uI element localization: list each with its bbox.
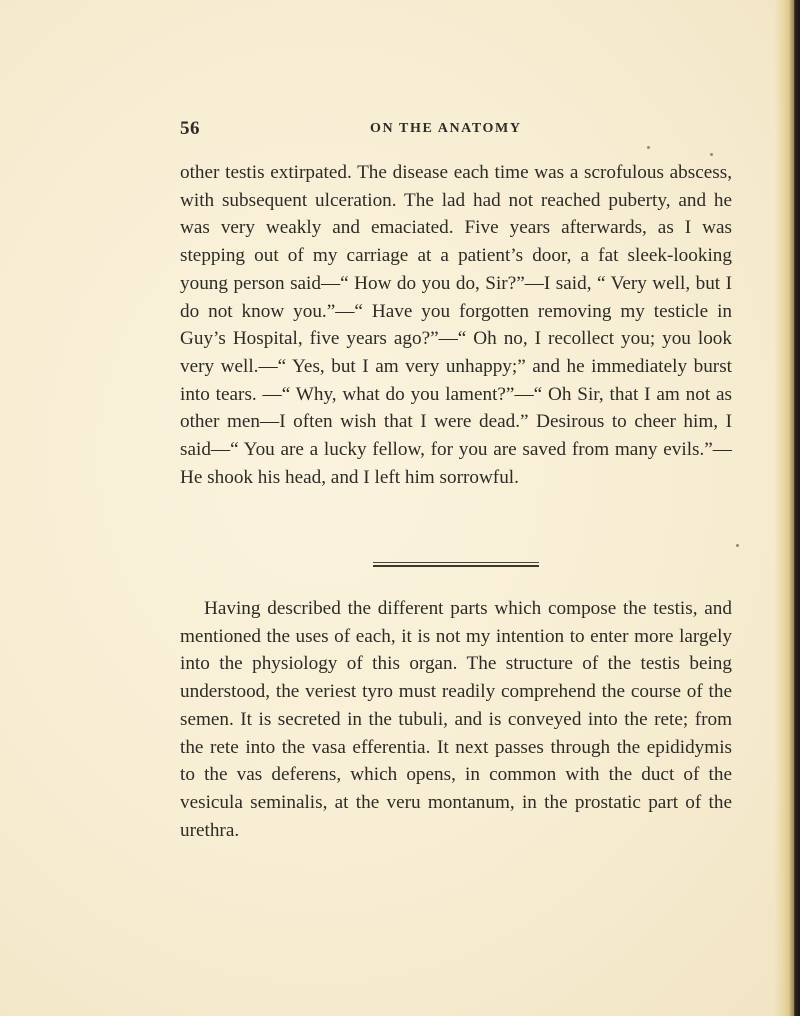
page-header <box>180 118 780 142</box>
section-divider <box>373 562 539 567</box>
paper-speck <box>710 153 713 156</box>
paper-speck <box>647 146 650 149</box>
page-edge-shadow <box>774 0 800 1016</box>
divider-line-lower <box>373 565 539 567</box>
paragraph-2: Having described the different parts which compose the testis, and mentioned the uses of each, it is not my intention to enter more largely into the physiology of this organ. The structure of the testis being understood, the veriest tyro must readily comprehend the course of the semen. It is secreted in the tubuli, and is conveyed into the rete; from the rete into the vasa efferentia. It next passes through the epididymis to the vas deferens, which opens, in common with the duct of the vesicula seminalis, at the veru montanum, in the prostatic part of the urethra. <box>180 598 732 841</box>
paragraph-2-block <box>180 595 732 844</box>
paragraph-1: other testis extirpated. The disease each time was a scrofulous abscess, with subsequent ulceration. The lad had not reached puberty, and he was very weakly and emaciated. Five years afterwards, as I was stepping out of my carriage at a patient’s door, a fat sleek-looking young person said—“ How do you do, Sir?”—I said, “ Very well, but I do not know you.”—“ Have you forgotten removing my testicle in Guy’s Hospital, five years ago?”—“ Oh no, I recollect you; you look very well.—“ Yes, but I am very unhappy;” and he immediately burst into tears. —“ Why, what do you lament?”—“ Oh Sir, that I am not as other men—I often wish that I were dead.” Desirous to cheer him, I said—“ You are a lucky fellow, for you are saved from many evils.”—He shook his head, and I left him sorrowful. <box>180 162 732 488</box>
paper-speck <box>736 544 739 547</box>
page-number: 56 <box>180 118 200 139</box>
divider-line-upper <box>373 562 539 563</box>
running-head: ON THE ANATOMY <box>370 121 522 136</box>
paragraph-1-block <box>180 159 732 491</box>
